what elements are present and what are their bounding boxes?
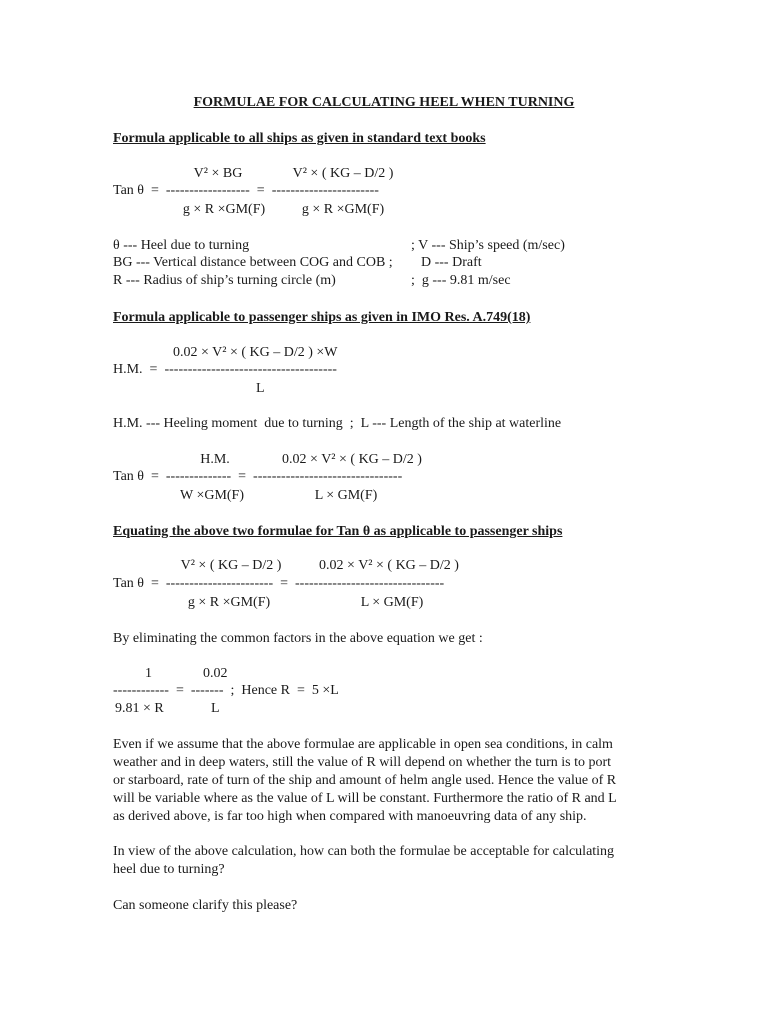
formula-numerator: V² × ( KG – D/2 ) bbox=[180, 558, 282, 573]
paragraph-line: will be variable where as the value of L will be constant. Furthermore the ratio of R and L bbox=[113, 791, 617, 806]
definition-text: ; g --- 9.81 m/sec bbox=[411, 273, 511, 288]
formula-fraction-line: ------------ = ------- ; Hence R = 5 ×L bbox=[113, 683, 339, 698]
page-title: FORMULAE FOR CALCULATING HEEL WHEN TURNING bbox=[193, 95, 575, 110]
paragraph-line: In view of the above calculation, how can both the formulae be acceptable for calculating bbox=[113, 844, 615, 859]
definition-text: θ --- Heel due to turning bbox=[113, 238, 250, 253]
formula-fraction-line: H.M. = ------------------------------------- bbox=[113, 362, 337, 377]
formula-denominator: L × GM(F) bbox=[360, 595, 424, 610]
formula-numerator: V² × ( KG – D/2 ) bbox=[292, 166, 394, 181]
definition-text: R --- Radius of ship’s turning circle (m) bbox=[113, 273, 336, 288]
formula-denominator: g × R ×GM(F) bbox=[187, 595, 271, 610]
body-text: By eliminating the common factors in the above equation we get : bbox=[113, 631, 483, 646]
definition-text: ; V --- Ship’s speed (m/sec) bbox=[411, 238, 565, 253]
formula-numerator: 1 bbox=[145, 666, 152, 681]
definition-text: D --- Draft bbox=[421, 255, 482, 270]
formula-numerator: 0.02 × V² × ( KG – D/2 ) bbox=[319, 558, 459, 573]
formula-numerator: 0.02 × V² × ( KG – D/2 ) ×W bbox=[173, 345, 338, 360]
section-heading-standard: Formula applicable to all ships as given in standard text books bbox=[113, 131, 486, 146]
formula-denominator: L bbox=[256, 381, 265, 396]
paragraph-line: or starboard, rate of turn of the ship and amount of helm angle used. Hence the value of R bbox=[113, 773, 617, 788]
formula-numerator: 0.02 bbox=[203, 666, 228, 681]
formula-denominator: L × GM(F) bbox=[314, 488, 378, 503]
formula-fraction-line: Tan θ = -------------- = -------------------------------- bbox=[113, 469, 403, 484]
formula-denominator: 9.81 × R bbox=[115, 701, 164, 716]
definition-text: H.M. --- Heeling moment due to turning ; L --- Length of the ship at waterline bbox=[113, 416, 562, 431]
section-heading-imo: Formula applicable to passenger ships as given in IMO Res. A.749(18) bbox=[113, 310, 531, 325]
section-heading-equating: Equating the above two formulae for Tan θ as applicable to passenger ships bbox=[113, 524, 563, 539]
formula-numerator: H.M. bbox=[200, 452, 230, 467]
formula-fraction-line: Tan θ = ----------------------- = -------------------------------- bbox=[113, 576, 445, 591]
formula-numerator: V² × BG bbox=[193, 166, 243, 181]
formula-denominator: L bbox=[211, 701, 220, 716]
formula-numerator: 0.02 × V² × ( KG – D/2 ) bbox=[282, 452, 422, 467]
definition-text: BG --- Vertical distance between COG and COB ; bbox=[113, 255, 393, 270]
formula-denominator: g × R ×GM(F) bbox=[301, 202, 385, 217]
paragraph-line: heel due to turning? bbox=[113, 862, 225, 877]
formula-denominator: W ×GM(F) bbox=[179, 488, 245, 503]
paragraph-line: Even if we assume that the above formulae are applicable in open sea conditions, in calm bbox=[113, 737, 613, 752]
closing-question: Can someone clarify this please? bbox=[113, 898, 298, 913]
formula-fraction-line: Tan θ = ------------------ = ----------------------- bbox=[113, 183, 379, 198]
paragraph-line: weather and in deep waters, still the value of R will depend on whether the turn is to port bbox=[113, 755, 612, 770]
formula-denominator: g × R ×GM(F) bbox=[182, 202, 266, 217]
paragraph-line: as derived above, is far too high when compared with manoeuvring data of any ship. bbox=[113, 809, 587, 824]
